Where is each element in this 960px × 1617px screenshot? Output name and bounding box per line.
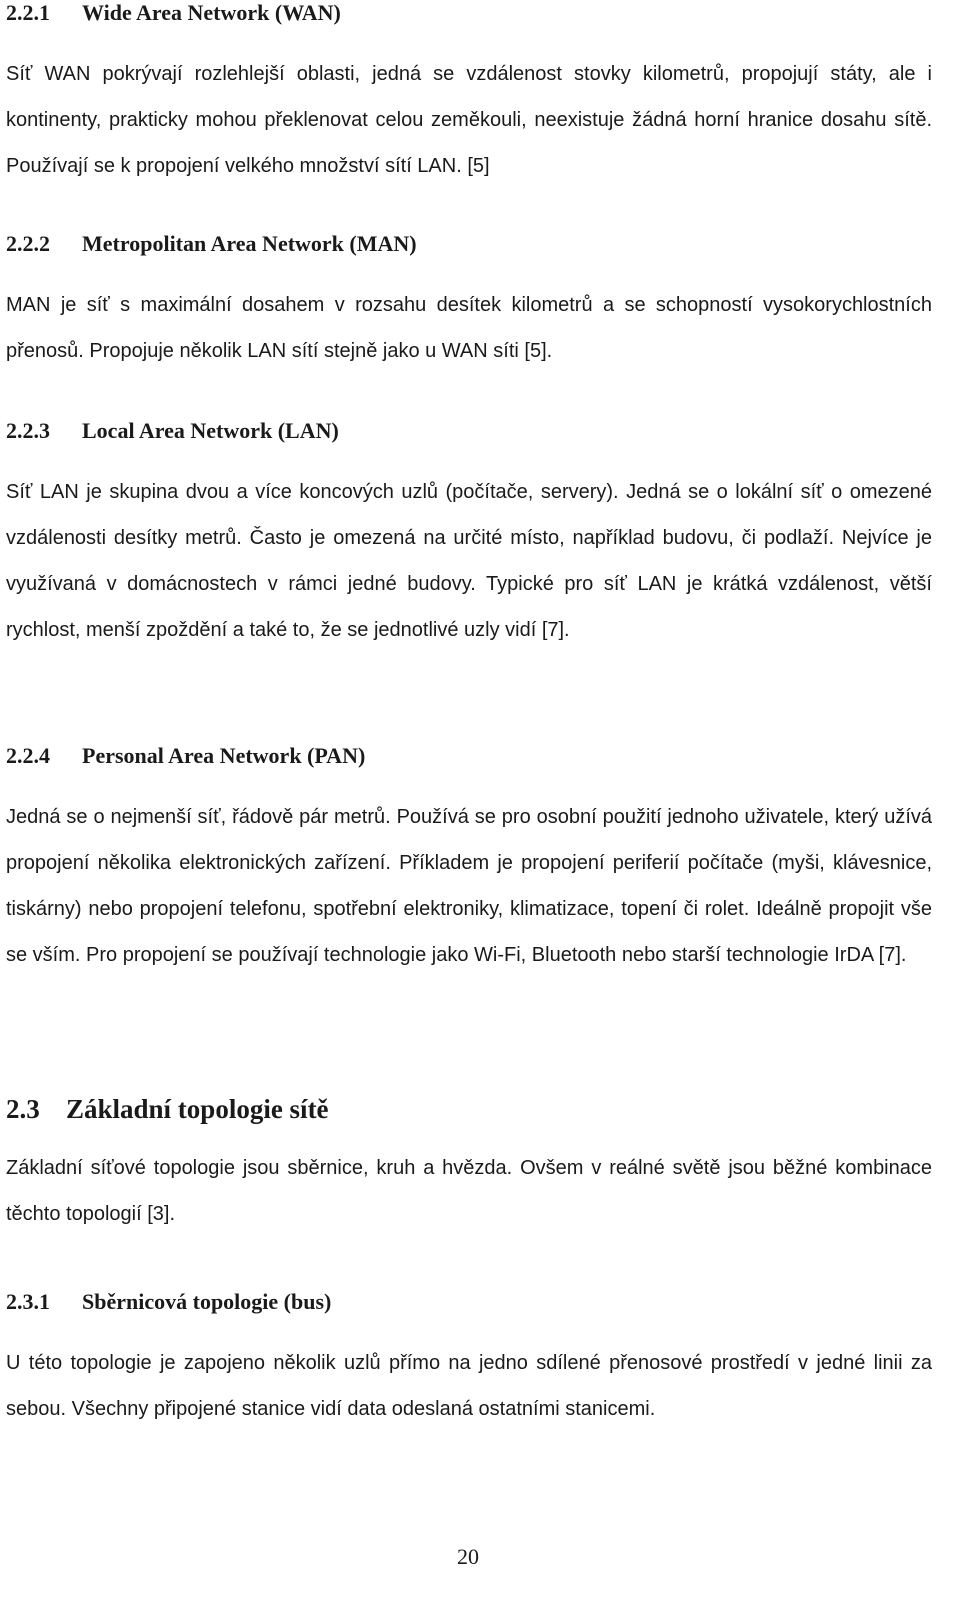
section-number: 2.2.4 bbox=[6, 743, 50, 768]
section-number: 2.2.2 bbox=[6, 231, 50, 256]
section-2-2-1 bbox=[6, 0, 932, 189]
section-paragraph: Síť WAN pokrývají rozlehlejší oblasti, jedná se vzdálenost stovky kilometrů, propojují státy, ale i kontinenty, prakticky mohou překlenovat celou zeměkouli, neexistuje žádná horní hranice dosahu sítě. Používají se k propojení velkého množství sítí LAN. [5] bbox=[6, 63, 932, 177]
section-title: Metropolitan Area Network (MAN) bbox=[82, 231, 417, 256]
section-number: 2.2.1 bbox=[6, 0, 50, 25]
section-heading bbox=[6, 0, 932, 26]
section-paragraph: Síť LAN je skupina dvou a více koncových uzlů (počítače, servery). Jedná se o lokální síť o omezené vzdálenosti desítky metrů. Často je omezená na určité místo, například budovu, či podlaží. Nejvíce je využívaná v domácnostech v rámci jedné budovy. Typické pro síť LAN je krátká vzdálenost, větší rychlost, menší zpoždění a také to, že se jednotlivé uzly vidí [7]. bbox=[6, 481, 932, 641]
section-heading bbox=[6, 418, 932, 444]
section-paragraph: Základní síťové topologie jsou sběrnice, kruh a hvězda. Ovšem v reálné světě jsou běžné kombinace těchto topologií [3]. bbox=[6, 1157, 932, 1225]
section-heading bbox=[6, 1289, 932, 1315]
page-number: 20 bbox=[457, 1544, 479, 1569]
section-paragraph: U této topologie je zapojeno několik uzlů přímo na jedno sdílené přenosové prostředí v jedné linii za sebou. Všechny připojené stanice vidí data odeslaná ostatními stanicemi. bbox=[6, 1352, 932, 1420]
section-title: Local Area Network (LAN) bbox=[82, 418, 339, 443]
section-2-2-4 bbox=[6, 743, 932, 978]
section-paragraph: Jedná se o nejmenší síť, řádově pár metrů. Používá se pro osobní použití jednoho uživatele, který užívá propojení několika elektronických zařízení. Příkladem je propojení periferií počítače (myši, klávesnice, tiskárny) nebo propojení telefonu, spotřební elektroniky, klimatizace, topení či rolet. Ideálně propojit vše se vším. Pro propojení se používají technologie jako Wi-Fi, Bluetooth nebo starší technologie IrDA [7]. bbox=[6, 806, 932, 966]
section-2-3 bbox=[6, 1093, 932, 1237]
section-heading bbox=[6, 231, 932, 257]
section-heading bbox=[6, 1093, 932, 1125]
section-heading bbox=[6, 743, 932, 769]
section-title: Wide Area Network (WAN) bbox=[82, 0, 341, 25]
section-title: Personal Area Network (PAN) bbox=[82, 743, 366, 768]
section-2-2-3 bbox=[6, 418, 932, 653]
section-title: Základní topologie sítě bbox=[66, 1094, 329, 1124]
section-title: Sběrnicová topologie (bus) bbox=[82, 1289, 332, 1314]
section-number: 2.3.1 bbox=[6, 1289, 50, 1314]
section-paragraph: MAN je síť s maximální dosahem v rozsahu desítek kilometrů a se schopností vysokorychlostních přenosů. Propojuje několik LAN sítí stejně jako u WAN síti [5]. bbox=[6, 294, 932, 362]
section-number: 2.3 bbox=[6, 1094, 40, 1124]
section-2-2-2 bbox=[6, 231, 932, 374]
section-number: 2.2.3 bbox=[6, 418, 50, 443]
section-2-3-1 bbox=[6, 1289, 932, 1432]
